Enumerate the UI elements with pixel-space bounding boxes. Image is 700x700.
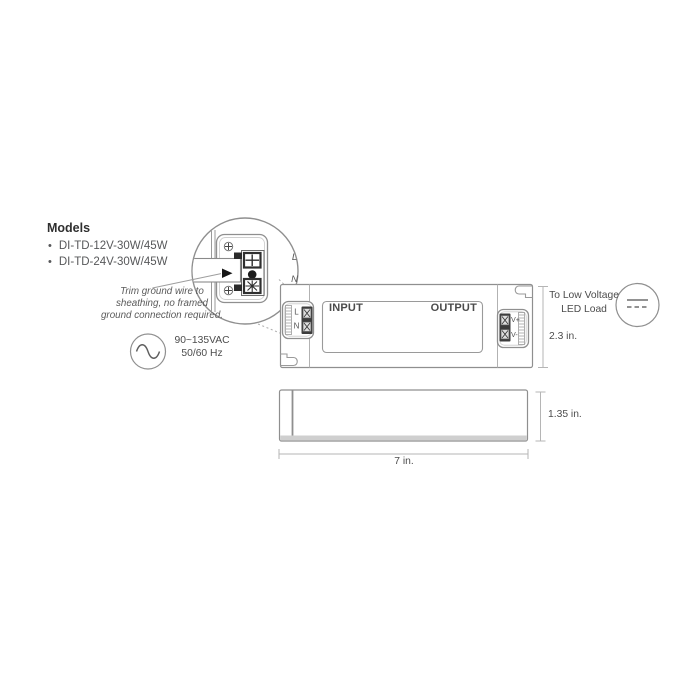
zoom-terminal-label-neutral: N: [291, 274, 298, 285]
ac-sine-icon: [131, 334, 166, 369]
output-terminal-label-positive: V+: [511, 315, 520, 324]
bullet-icon: •: [48, 239, 52, 252]
output-terminal-label-negative: V-: [511, 330, 518, 339]
ground-wire-note: Trim ground wire to sheathing, no framed ground connection required.: [100, 286, 223, 322]
dimension-thickness: 1.35 in.: [548, 409, 582, 420]
dimension-line-thickness: [536, 392, 546, 441]
wire-conductor-top: [234, 253, 242, 260]
model-name: DI-TD-24V-30W/45W: [58, 256, 168, 268]
zoom-terminal-label-line: L: [291, 252, 298, 263]
ac-voltage: 90~135VAC: [174, 335, 230, 346]
input-terminal: [283, 302, 314, 339]
dimension-height: 2.3 in.: [549, 331, 578, 342]
bullet-icon: •: [48, 255, 52, 268]
device-top-view: [280, 285, 533, 368]
input-wire: [186, 259, 241, 283]
ground-dot-icon: [248, 270, 257, 279]
terminal-block-zoom: [242, 251, 265, 296]
model-name: DI-TD-12V-30W/45W: [58, 240, 168, 252]
output-label: OUTPUT: [430, 302, 477, 314]
model-list-item: [48, 256, 168, 268]
model-list-item: [48, 240, 168, 252]
base-plate-strip: [280, 436, 527, 441]
input-label: INPUT: [329, 302, 363, 314]
output-terminal: [498, 310, 529, 348]
ac-frequency: 50/60 Hz: [181, 348, 223, 359]
models-heading: Models: [47, 221, 91, 235]
input-terminal-label-line: L: [294, 307, 299, 317]
input-terminal-label-neutral: N: [293, 321, 300, 331]
device-side-view: [280, 390, 528, 441]
dimension-length: 7 in.: [394, 456, 414, 467]
led-load-label: To Low Voltage LED Load: [549, 290, 619, 315]
ac-source-rating: [170, 334, 234, 360]
side-view-outline: [280, 390, 528, 441]
